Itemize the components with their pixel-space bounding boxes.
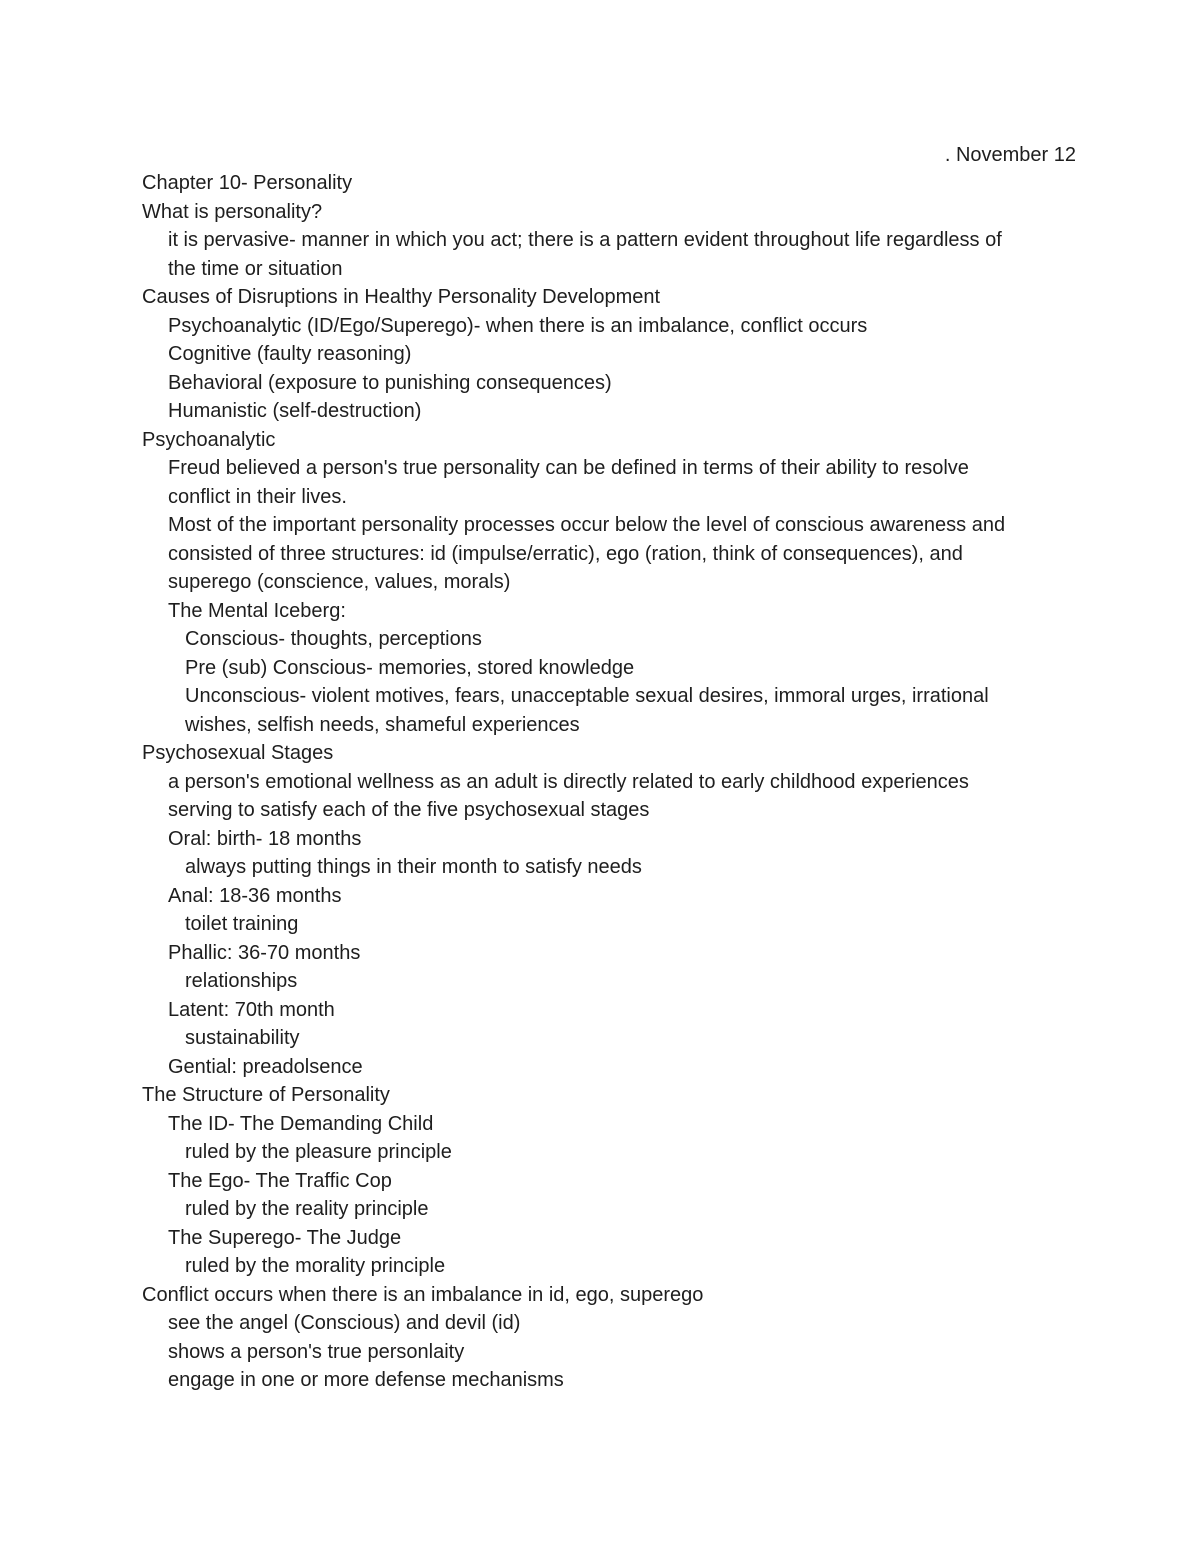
sub-note-line: sustainability bbox=[185, 1027, 300, 1049]
note-line: The ID- The Demanding Child bbox=[168, 1112, 434, 1135]
note-line: shows a person's true personlaity bbox=[168, 1340, 465, 1363]
note-line: The Ego- The Traffic Cop bbox=[168, 1169, 392, 1192]
note-line: Anal: 18-36 months bbox=[168, 884, 342, 907]
note-line: The Superego- The Judge bbox=[168, 1226, 402, 1249]
sub-note-line: ruled by the reality principle bbox=[185, 1198, 429, 1220]
chapter-title: Chapter 10- Personality bbox=[142, 172, 353, 194]
note-line: Most of the important personality processes occur below the level of conscious awareness and bbox=[168, 514, 1006, 536]
note-line: superego (conscience, values, morals) bbox=[168, 571, 511, 593]
section-heading: Conflict occurs when there is an imbalance in id, ego, superego bbox=[142, 1283, 704, 1306]
sub-note-line: ruled by the morality principle bbox=[185, 1255, 446, 1277]
note-line: see the angel (Conscious) and devil (id) bbox=[168, 1312, 521, 1334]
sub-note-line: Conscious- thoughts, perceptions bbox=[185, 628, 482, 650]
note-line: Humanistic (self-destruction) bbox=[168, 400, 422, 422]
note-line: Psychoanalytic (ID/Ego/Superego)- when there is an imbalance, conflict occurs bbox=[168, 314, 868, 337]
sub-note-line: toilet training bbox=[185, 913, 299, 935]
note-line: serving to satisfy each of the five psychosexual stages bbox=[168, 799, 650, 821]
sub-note-line: wishes, selfish needs, shameful experiences bbox=[185, 713, 580, 736]
note-line: Phallic: 36-70 months bbox=[168, 941, 361, 964]
note-line: Cognitive (faulty reasoning) bbox=[168, 343, 412, 365]
note-line: The Mental Iceberg: bbox=[168, 599, 346, 622]
notes-body bbox=[142, 169, 1082, 1395]
date-line: . November 12 bbox=[944, 144, 1076, 166]
note-line: consisted of three structures: id (impulse/erratic), ego (ration, think of consequences), and bbox=[168, 542, 963, 565]
note-line: Gential: preadolsence bbox=[168, 1055, 363, 1078]
section-heading: Psychosexual Stages bbox=[142, 742, 334, 764]
note-line: Oral: birth- 18 months bbox=[168, 827, 362, 850]
sub-note-line: Pre (sub) Conscious- memories, stored knowledge bbox=[185, 656, 635, 679]
sub-note-line: ruled by the pleasure principle bbox=[185, 1141, 452, 1163]
sub-note-line: relationships bbox=[185, 970, 298, 992]
sub-note-line: Unconscious- violent motives, fears, unacceptable sexual desires, immoral urges, irrational bbox=[185, 685, 989, 707]
section-heading: Causes of Disruptions in Healthy Personality Development bbox=[142, 286, 661, 308]
note-line: engage in one or more defense mechanisms bbox=[168, 1369, 564, 1391]
note-line: the time or situation bbox=[168, 257, 343, 280]
section-heading: The Structure of Personality bbox=[142, 1084, 390, 1106]
note-line: Latent: 70th month bbox=[168, 998, 335, 1021]
section-heading: Psychoanalytic bbox=[142, 428, 276, 451]
note-line: Freud believed a person's true personality can be defined in terms of their ability to resolve bbox=[168, 457, 969, 479]
note-line: a person's emotional wellness as an adult is directly related to early childhood experiences bbox=[168, 770, 969, 793]
note-line: Behavioral (exposure to punishing consequences) bbox=[168, 371, 612, 394]
section-heading: What is personality? bbox=[142, 200, 323, 223]
note-line: conflict in their lives. bbox=[168, 485, 347, 508]
sub-note-line: always putting things in their month to satisfy needs bbox=[185, 856, 642, 878]
note-line: it is pervasive- manner in which you act; there is a pattern evident throughout life regardless of bbox=[168, 229, 1002, 251]
